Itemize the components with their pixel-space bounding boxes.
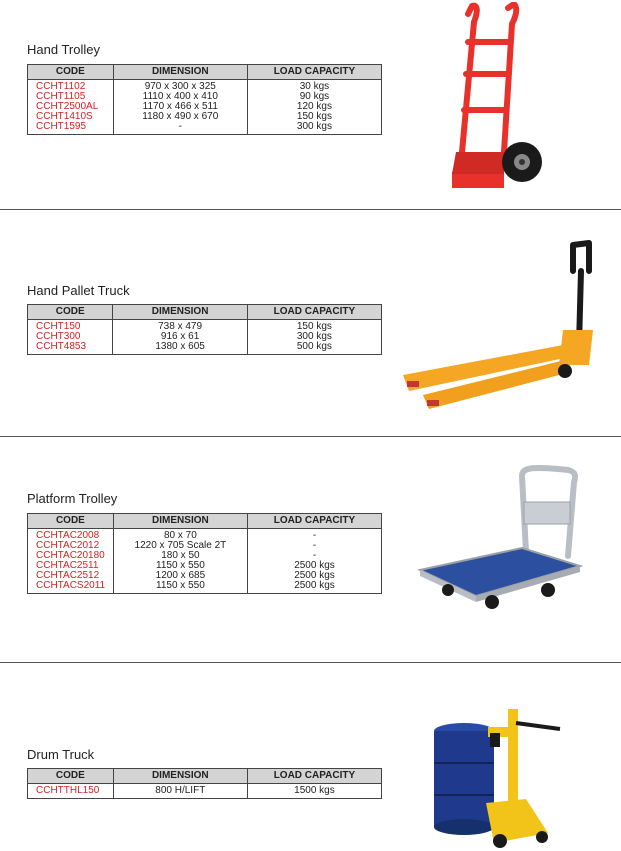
- drum-truck-image: [430, 703, 570, 849]
- dimension-cell: 1200 x 685: [113, 571, 247, 581]
- load-cell: -: [247, 551, 381, 561]
- dimension-header: DIMENSION: [113, 305, 247, 320]
- code-cell: CCHTACS2011: [28, 581, 114, 594]
- load-cell: 300 kgs: [247, 122, 381, 135]
- code-cell: CCHTAC2008: [28, 529, 114, 542]
- hand-pallet-truck-table: [27, 304, 382, 355]
- code-cell: CCHT1595: [28, 122, 114, 135]
- dimension-cell: 738 x 479: [113, 320, 247, 333]
- dimension-cell: 800 H/LIFT: [113, 784, 247, 799]
- table-row: [28, 342, 382, 355]
- dimension-cell: 1380 x 605: [113, 342, 247, 355]
- dimension-cell: -: [113, 122, 247, 135]
- drum-truck-table: [27, 768, 382, 799]
- code-header: CODE: [28, 769, 114, 784]
- dimension-cell: 1150 x 550: [113, 561, 247, 571]
- dimension-cell: 1180 x 490 x 670: [113, 112, 247, 122]
- load-cell: 300 kgs: [247, 332, 381, 342]
- dimension-cell: 1110 x 400 x 410: [113, 92, 247, 102]
- platform-trolley-image: [418, 462, 588, 612]
- dimension-cell: 916 x 61: [113, 332, 247, 342]
- code-header: CODE: [28, 305, 113, 320]
- load-cell: 2500 kgs: [247, 561, 381, 571]
- table-row: [28, 581, 382, 594]
- load-capacity-header: LOAD CAPACITY: [247, 514, 381, 529]
- code-cell: CCHT1102: [28, 80, 114, 93]
- hand-pallet-truck-title: Hand Pallet Truck: [27, 283, 130, 298]
- load-cell: 2500 kgs: [247, 581, 381, 594]
- code-cell: CCHT1410S: [28, 112, 114, 122]
- section-divider: [0, 436, 621, 437]
- code-cell: CCHTAC20180: [28, 551, 114, 561]
- load-capacity-header: LOAD CAPACITY: [247, 65, 381, 80]
- dimension-cell: 180 x 50: [113, 551, 247, 561]
- dimension-cell: 80 x 70: [113, 529, 247, 542]
- load-cell: -: [247, 541, 381, 551]
- code-header: CODE: [28, 65, 114, 80]
- dimension-header: DIMENSION: [113, 65, 247, 80]
- section-divider: [0, 662, 621, 663]
- code-cell: CCHTAC2512: [28, 571, 114, 581]
- code-cell: CCHTAC2012: [28, 541, 114, 551]
- section-divider: [0, 209, 621, 210]
- load-capacity-header: LOAD CAPACITY: [247, 305, 381, 320]
- table-row: [28, 784, 382, 799]
- load-cell: 90 kgs: [247, 92, 381, 102]
- hand-trolley-title: Hand Trolley: [27, 42, 100, 57]
- dimension-cell: 1220 x 705 Scale 2T: [113, 541, 247, 551]
- table-row: [28, 122, 382, 135]
- hand-trolley-image: [438, 2, 548, 192]
- load-cell: 1500 kgs: [247, 784, 381, 799]
- load-capacity-header: LOAD CAPACITY: [247, 769, 381, 784]
- code-cell: CCHT300: [28, 332, 113, 342]
- dimension-header: DIMENSION: [113, 769, 247, 784]
- load-cell: 120 kgs: [247, 102, 381, 112]
- platform-trolley-title: Platform Trolley: [27, 491, 118, 506]
- drum-truck-title: Drum Truck: [27, 747, 95, 762]
- load-cell: 30 kgs: [247, 80, 381, 93]
- dimension-header: DIMENSION: [113, 514, 247, 529]
- code-header: CODE: [28, 514, 114, 529]
- dimension-cell: 1170 x 466 x 511: [113, 102, 247, 112]
- code-cell: CCHTTHL150: [28, 784, 114, 799]
- load-cell: 150 kgs: [247, 320, 381, 333]
- hand-pallet-truck-image: [393, 235, 613, 415]
- hand-trolley-table: [27, 64, 382, 135]
- code-cell: CCHT4853: [28, 342, 113, 355]
- platform-trolley-table: [27, 513, 382, 594]
- code-cell: CCHT1105: [28, 92, 114, 102]
- code-cell: CCHT2500AL: [28, 102, 114, 112]
- dimension-cell: 970 x 300 x 325: [113, 80, 247, 93]
- code-cell: CCHT150: [28, 320, 113, 333]
- load-cell: 500 kgs: [247, 342, 381, 355]
- code-cell: CCHTAC2511: [28, 561, 114, 571]
- dimension-cell: 1150 x 550: [113, 581, 247, 594]
- load-cell: 150 kgs: [247, 112, 381, 122]
- load-cell: 2500 kgs: [247, 571, 381, 581]
- load-cell: -: [247, 529, 381, 542]
